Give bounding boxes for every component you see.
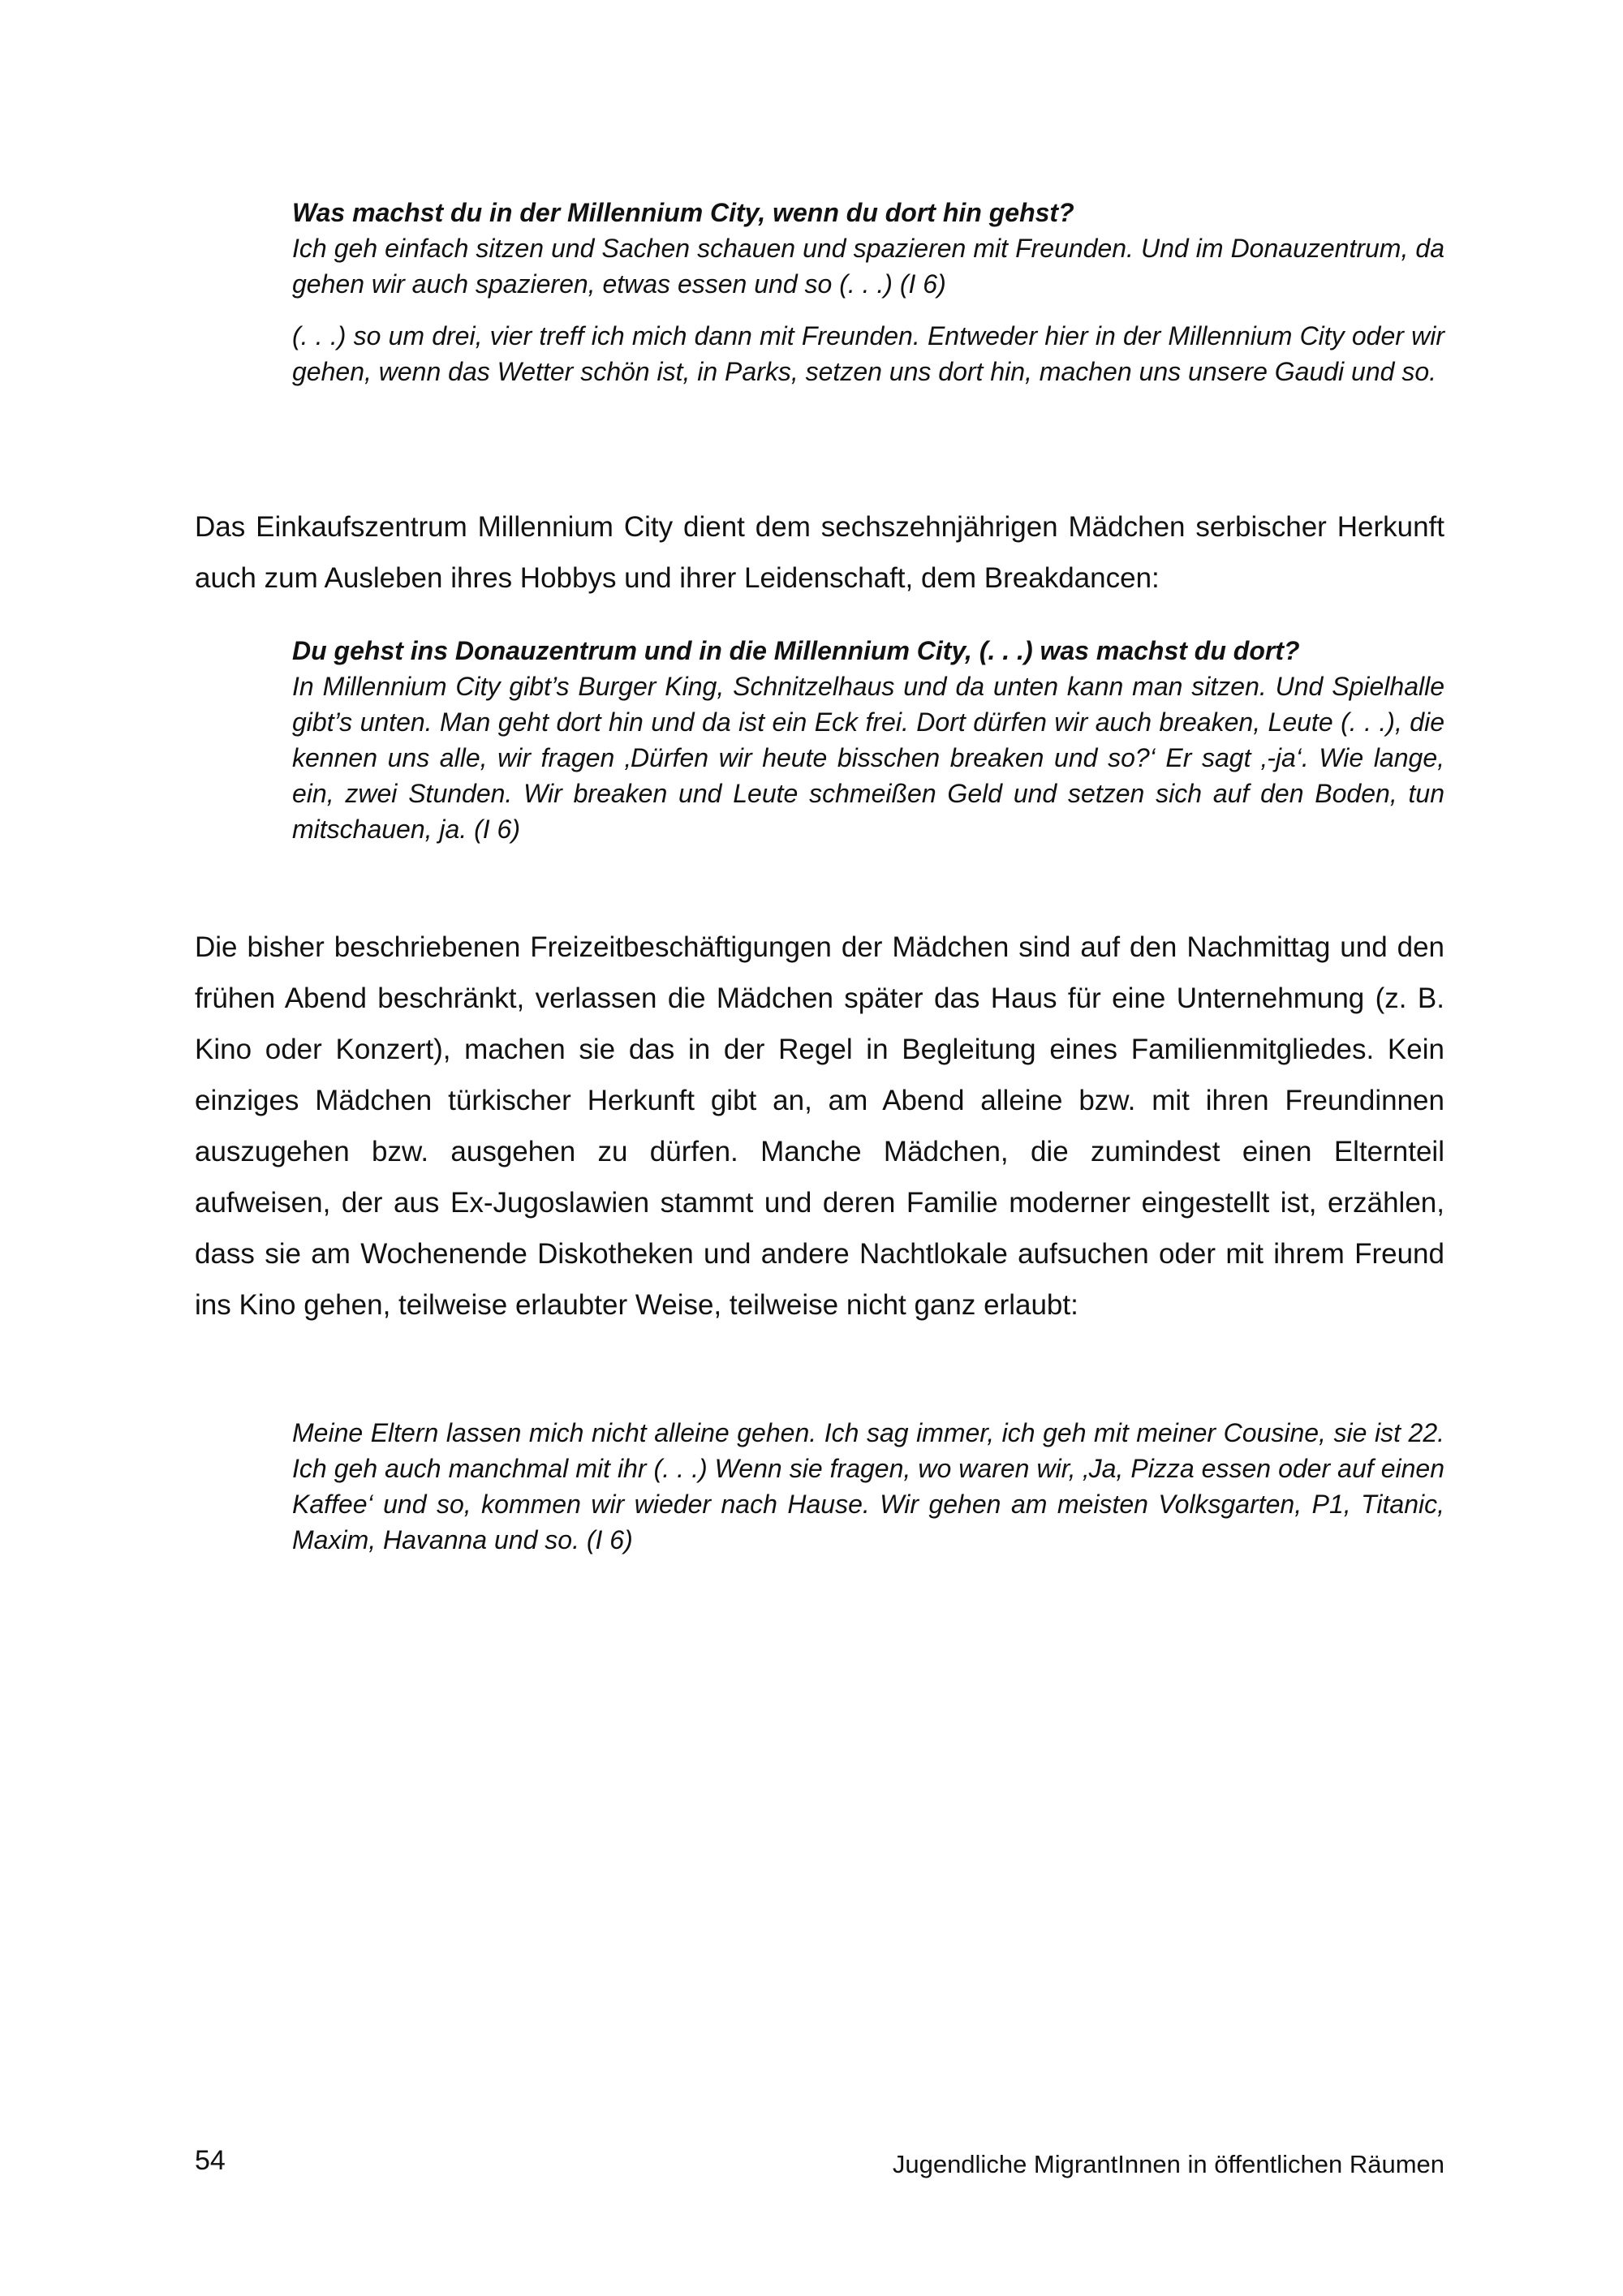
- interview-quote-3: [292, 633, 1444, 847]
- interview-answer-3: In Millennium City gibt’s Burger King, Schnitzelhaus und da unten kann man sitzen. Und Spielhalle gibt’s unten. Man geht dort hin und da ist ein Eck frei. Dort dürfen wir auch breaken, Leute (. . .), die kennen uns alle, wir fragen ‚Dürfen wir heute bisschen breaken und so?‘ Er sagt ‚-ja‘. Wie lange, ein, zwei Stunden. Wir breaken und Leute schmeißen Geld und setzen sich auf den Boden, tun mitschauen, ja. (I 6): [292, 672, 1444, 844]
- interview-quote-4: Meine Eltern lassen mich nicht alleine gehen. Ich sag immer, ich geh mit meiner Cousine, sie ist 22. Ich geh auch manchmal mit ihr (. . .) Wenn sie fragen, wo waren wir, ‚Ja, Pizza essen oder auf einen Kaffee‘ und so, kommen wir wieder nach Hause. Wir gehen am meisten Volksgarten, P1, Titanic, Maxim, Havanna und so. (I 6): [292, 1418, 1444, 1554]
- body-paragraph-2: Die bisher beschriebenen Freizeitbeschäftigungen der Mädchen sind auf den Nachmittag und den frühen Abend beschränkt, verlassen die Mädchen später das Haus für eine Unternehmung (z. B. Kino oder Konzert), machen sie das in der Regel in Begleitung eines Familienmitgliedes. Kein einziges Mädchen türkischer Herkunft gibt an, am Abend alleine bzw. mit ihren Freundinnen auszugehen bzw. ausgehen zu dürfen. Manche Mädchen, die zumindest einen Elternteil aufweisen, der aus Ex-Jugoslawien stammt und deren Familie moderner eingestellt ist, erzählen, dass sie am Wochenende Diskotheken und andere Nachtlokale aufsuchen oder mit ihrem Freund ins Kino gehen, teilweise erlaubter Weise, teilweise nicht ganz erlaubt:: [195, 931, 1444, 1321]
- running-footer-title: Jugendliche MigrantInnen in öffentlichen Räumen: [892, 2150, 1444, 2178]
- page-number: 54: [195, 2145, 226, 2176]
- interview-quote-1: [292, 195, 1444, 302]
- body-paragraph-1: Das Einkaufszentrum Millennium City dient dem sechszehnjährigen Mädchen serbischer Herkunft auch zum Ausleben ihres Hobbys und ihrer Leidenschaft, dem Breakdancen:: [195, 511, 1444, 594]
- interview-question-3: Du gehst ins Donauzentrum und in die Millennium City, (. . .) was machst du dort?: [292, 636, 1300, 665]
- interview-question-1: Was machst du in der Millennium City, wenn du dort hin gehst?: [292, 198, 1074, 227]
- interview-answer-1: Ich geh einfach sitzen und Sachen schauen und spazieren mit Freunden. Und im Donauzentrum, da gehen wir auch spazieren, etwas essen und so (. . .) (I 6): [292, 234, 1444, 299]
- interview-quote-2: (. . .) so um drei, vier treff ich mich dann mit Freunden. Entweder hier in der Millennium City oder wir gehen, wenn das Wetter schön ist, in Parks, setzen uns dort hin, machen uns unsere Gaudi und so.: [292, 321, 1444, 386]
